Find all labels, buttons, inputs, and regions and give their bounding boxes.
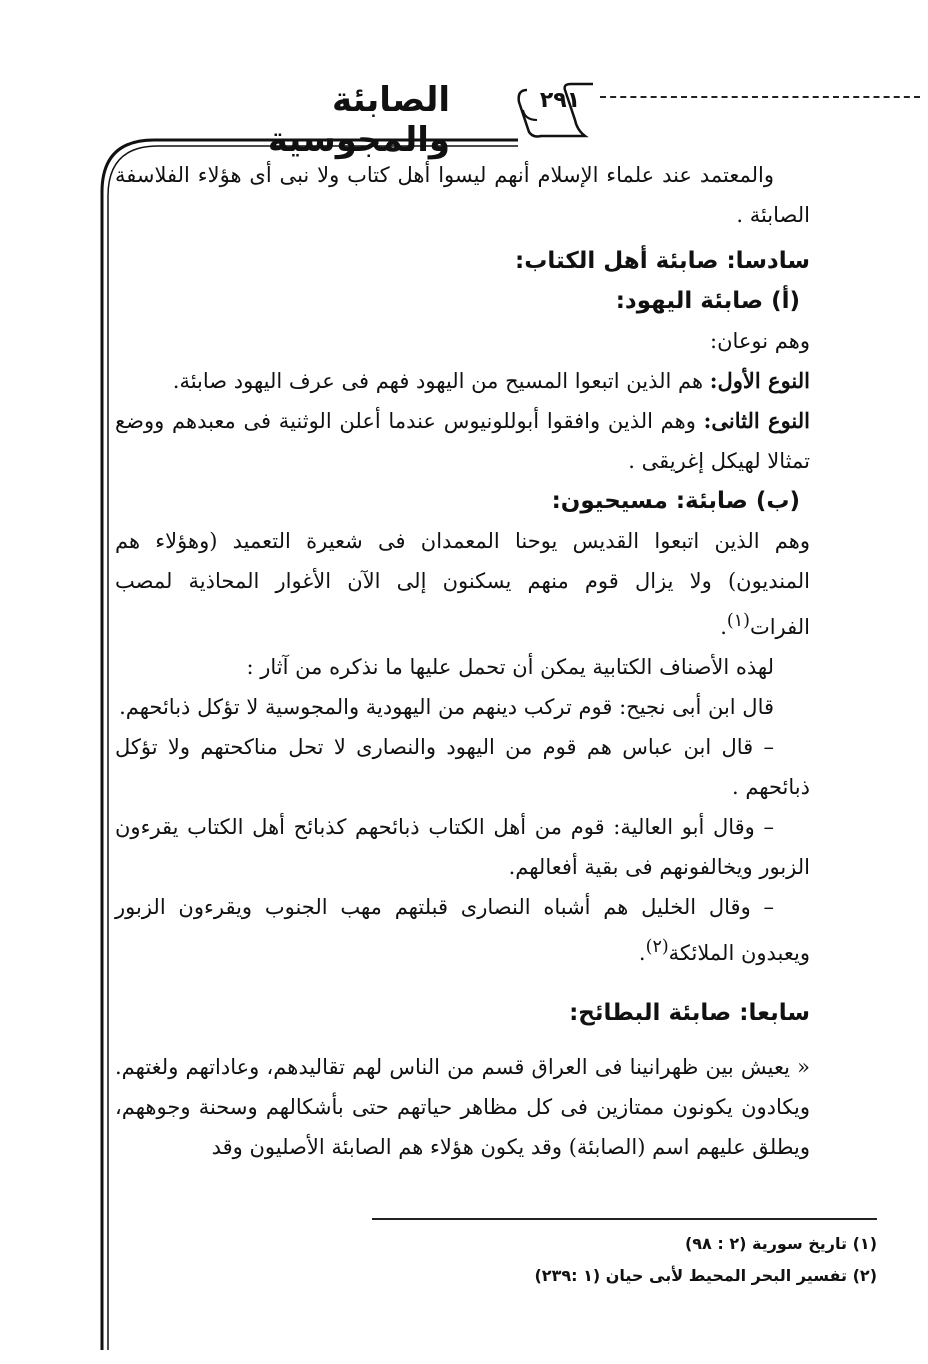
header-dashed-rule <box>600 96 920 98</box>
paragraph-ibn-abi-najih: قال ابن أبى نجيح: قوم تركب دينهم من اليهودية والمجوسية لا تؤكل ذبائحهم. <box>119 695 774 719</box>
paragraph-scholars-view: والمعتمد عند علماء الإسلام أنهم ليسوا أهل كتاب ولا نبى أى هؤلاء الفلاسفة الصابئة . <box>115 163 810 227</box>
paragraph-type-one <box>115 361 810 401</box>
paragraph-batayih: « يعيش بين ظهرانينا فى العراق قسم من الناس لهم تقاليدهم، وعاداتهم ولغتهم. ويكادون يكونون ممتازين فى كل مظاهر حياتهم حتى بأشكالهم وسحنة وجوههم، ويطلق عليهم اسم (الصابئة) وقد يكون هؤلاء هم الصابئة الأصليون وقد <box>115 1055 810 1159</box>
paragraph-abu-aliya: – وقال أبو العالية: قوم من أهل الكتاب ذبائحهم كذبائح أهل الكتاب يقرءون الزبور ويخالفونهم فى بقية أفعالهم. <box>115 815 810 879</box>
page-number: ٢٩١ <box>539 88 581 113</box>
type-two-label: النوع الثانى: <box>703 408 810 433</box>
running-header-title: الصابئة والمجوسية <box>267 80 450 160</box>
footnote-marker-2: (٢) <box>645 937 669 957</box>
paragraph-type-two <box>115 401 810 481</box>
type-one-text: هم الذين اتبعوا المسيح من اليهود فهم فى عرف اليهود صابئة. <box>172 369 710 393</box>
paragraph-two-types: وهم نوعان: <box>710 329 810 353</box>
footnote-divider <box>372 1218 877 1220</box>
footnote-1: (١) تاريخ سورية (٢ : ٩٨) <box>684 1234 877 1253</box>
footnotes <box>372 1228 877 1292</box>
paragraph-ibn-abbas: – قال ابن عباس هم قوم من اليهود والنصارى لا تحل مناكحتهم ولا تؤكل ذبائحهم . <box>115 735 810 799</box>
main-text <box>115 155 810 1167</box>
paragraph-classes: لهذه الأصناف الكتابية يمكن أن تحمل عليها ما نذكره من آثار : <box>246 655 774 679</box>
heading-sixth: سادسا: صابئة أهل الكتاب: <box>515 248 810 274</box>
footnote-2: (٢) تفسير البحر المحيط لأبى حيان (١ :٢٣٩) <box>534 1266 877 1285</box>
type-one-label: النوع الأول: <box>709 368 810 393</box>
footnote-marker-1: (١) <box>726 611 750 631</box>
heading-christian-sabians: (ب) صابئة: مسيحيون: <box>551 488 800 514</box>
heading-jewish-sabians: (أ) صابئة اليهود: <box>615 288 800 314</box>
type-two-text: وهم الذين وافقوا أبوللونيوس عندما أعلن الوثنية فى معبدهم ووضع تمثالا لهيكل إغريقى . <box>115 409 810 473</box>
paragraph-khalil: – وقال الخليل هم أشباه النصارى قبلتهم مهب الجنوب ويقرءون الزبور ويعبدون الملائكة$^{(٢)}$. <box>115 895 810 965</box>
heading-seventh: سابعا: صابئة البطائح: <box>569 1000 810 1026</box>
paragraph-john-baptist: وهم الذين اتبعوا القديس يوحنا المعمدان فى شعيرة التعميد (وهؤلاء هم المنديون) ولا يزال قوم منهم يسكنون إلى الآن الأغوار المحاذية لمصب الفرات$^{(١)}$. <box>115 529 810 639</box>
